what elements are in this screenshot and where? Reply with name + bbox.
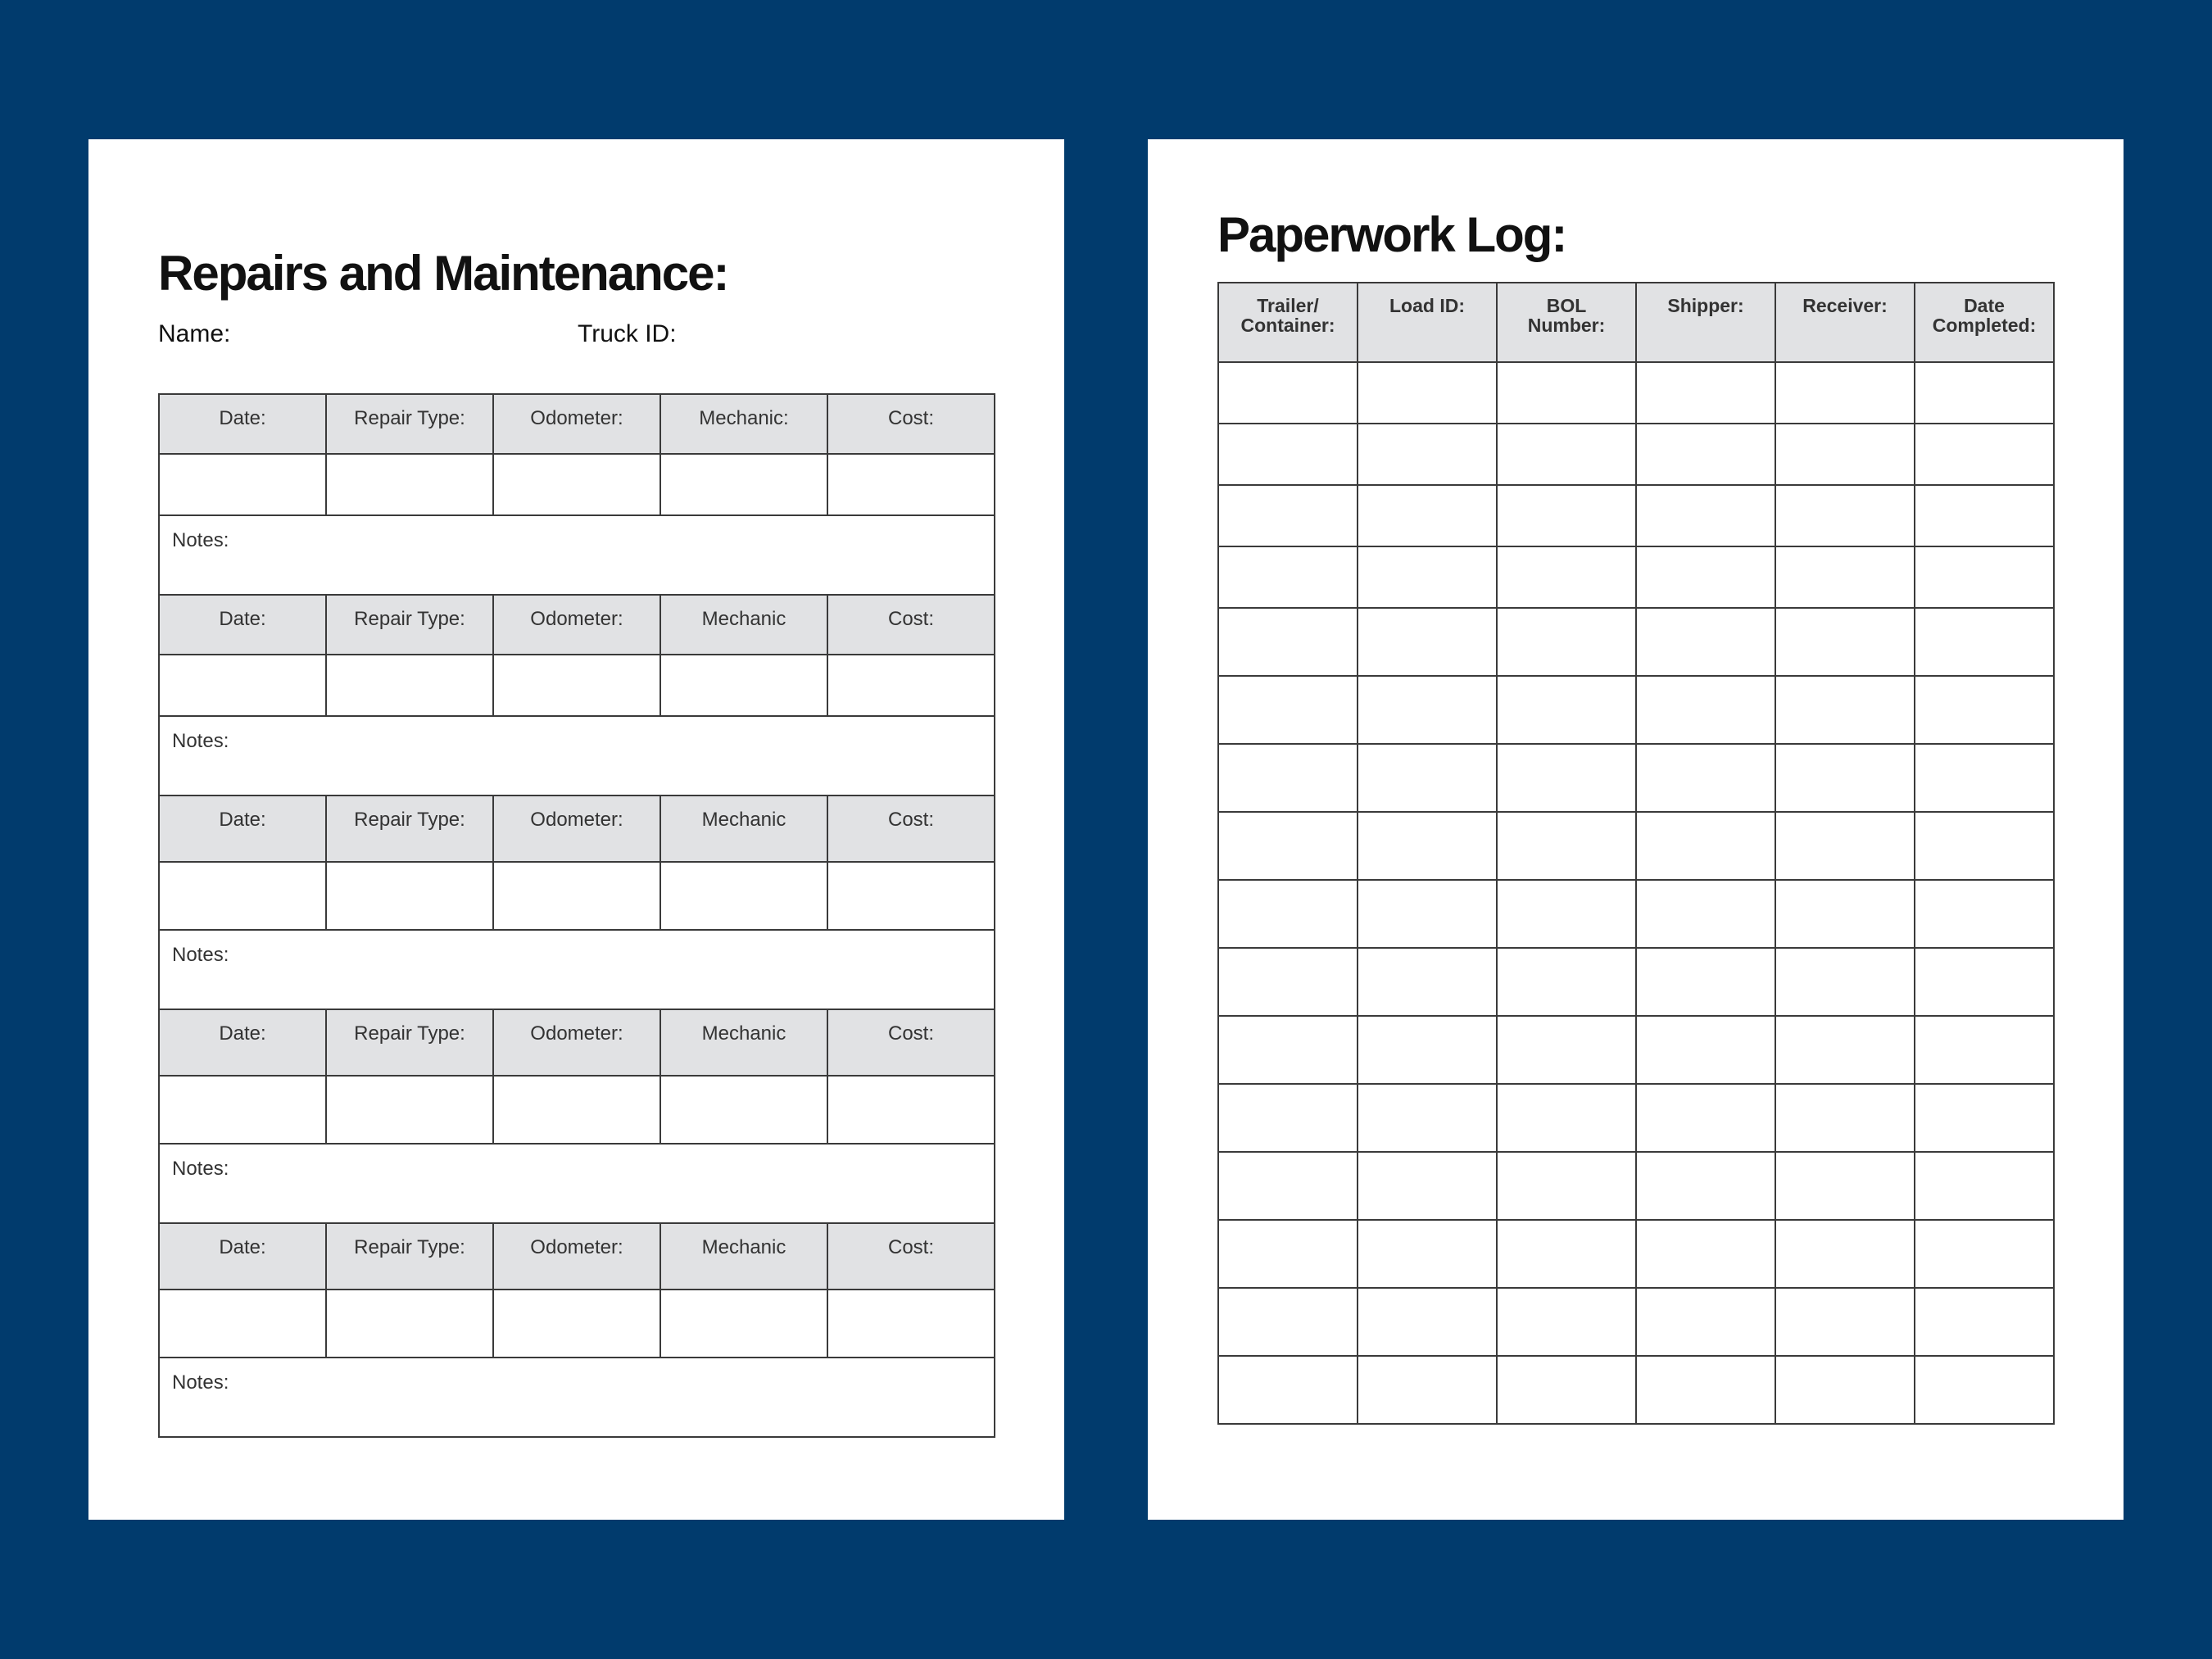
paperwork-cell[interactable]: [1775, 1152, 1915, 1220]
repair-entry-cell[interactable]: [660, 1290, 827, 1358]
paperwork-cell[interactable]: [1497, 676, 1636, 744]
repair-entry-row: [159, 454, 995, 515]
paperwork-row: [1218, 880, 2054, 948]
paperwork-cell[interactable]: [1915, 948, 2054, 1016]
repair-entry-cell[interactable]: [159, 655, 326, 716]
paperwork-cell[interactable]: [1775, 485, 1915, 546]
repair-notes-cell[interactable]: Notes:: [159, 1358, 995, 1437]
paperwork-cell[interactable]: [1497, 744, 1636, 812]
paperwork-table: [1217, 282, 2055, 1425]
paperwork-cell[interactable]: [1636, 1152, 1775, 1220]
paperwork-cell[interactable]: [1497, 948, 1636, 1016]
paperwork-cell[interactable]: [1497, 1016, 1636, 1084]
repair-entry-cell[interactable]: [493, 454, 660, 515]
repair-entry-cell[interactable]: [660, 655, 827, 716]
paperwork-row: [1218, 424, 2054, 485]
paperwork-header-cell: [1775, 283, 1915, 362]
paperwork-cell[interactable]: [1218, 1016, 1358, 1084]
repairs-table: [158, 393, 995, 1438]
repair-notes-cell[interactable]: Notes:: [159, 515, 995, 595]
paperwork-cell[interactable]: [1358, 485, 1497, 546]
paperwork-title: Paperwork Log:: [1217, 207, 1566, 262]
paperwork-cell[interactable]: [1497, 1220, 1636, 1288]
paperwork-cell[interactable]: [1775, 812, 1915, 880]
paperwork-row: [1218, 1084, 2054, 1152]
paperwork-cell[interactable]: [1358, 812, 1497, 880]
repair-entry-row: [159, 1290, 995, 1358]
paperwork-cell[interactable]: [1636, 546, 1775, 608]
repair-header-row: [159, 394, 995, 454]
repair-entry-row: [159, 862, 995, 930]
paperwork-row: [1218, 1220, 2054, 1288]
repair-entry-cell[interactable]: [326, 655, 493, 716]
repair-header-cell: Cost:: [827, 796, 995, 862]
repair-header-cell: Repair Type:: [326, 595, 493, 655]
paperwork-cell[interactable]: [1775, 608, 1915, 676]
paperwork-header-cell: [1636, 283, 1775, 362]
repair-entry-cell[interactable]: [159, 1076, 326, 1144]
paperwork-row: [1218, 948, 2054, 1016]
paperwork-row: [1218, 1152, 2054, 1220]
paperwork-cell[interactable]: [1775, 546, 1915, 608]
paperwork-cell[interactable]: [1358, 1084, 1497, 1152]
repair-header-cell: Repair Type:: [326, 1009, 493, 1076]
repair-entry-cell[interactable]: [493, 862, 660, 930]
paperwork-cell[interactable]: [1358, 1288, 1497, 1356]
repair-header-row: [159, 1009, 995, 1076]
repair-entry-cell[interactable]: [827, 862, 995, 930]
paperwork-cell[interactable]: [1775, 424, 1915, 485]
paperwork-cell[interactable]: [1497, 546, 1636, 608]
repair-entry-cell[interactable]: [827, 655, 995, 716]
paperwork-row: [1218, 1288, 2054, 1356]
repair-header-row: [159, 796, 995, 862]
paperwork-cell[interactable]: [1915, 744, 2054, 812]
paperwork-cell[interactable]: [1218, 1220, 1358, 1288]
paperwork-cell[interactable]: [1497, 1356, 1636, 1424]
paperwork-cell[interactable]: [1358, 948, 1497, 1016]
paperwork-cell[interactable]: [1775, 948, 1915, 1016]
paperwork-cell[interactable]: [1497, 1084, 1636, 1152]
paperwork-cell[interactable]: [1358, 744, 1497, 812]
paperwork-cell[interactable]: [1915, 608, 2054, 676]
paperwork-cell[interactable]: [1636, 1356, 1775, 1424]
repair-entry-cell[interactable]: [159, 1290, 326, 1358]
paperwork-cell[interactable]: [1358, 880, 1497, 948]
paperwork-page: [1148, 139, 2124, 1520]
paperwork-header-text: Shipper:: [1667, 295, 1744, 316]
paperwork-cell[interactable]: [1915, 880, 2054, 948]
paperwork-cell[interactable]: [1636, 812, 1775, 880]
repair-notes-cell[interactable]: Notes:: [159, 1144, 995, 1223]
paperwork-cell[interactable]: [1636, 362, 1775, 424]
paperwork-row: [1218, 676, 2054, 744]
repair-header-cell: Mechanic: [660, 796, 827, 862]
paperwork-cell[interactable]: [1775, 1288, 1915, 1356]
repair-header-cell: Repair Type:: [326, 796, 493, 862]
repair-header-cell: Odometer:: [493, 796, 660, 862]
paperwork-cell[interactable]: [1218, 608, 1358, 676]
repair-header-cell: Odometer:: [493, 595, 660, 655]
paperwork-header-text: Completed:: [1932, 315, 2037, 336]
repair-header-cell: Date:: [159, 394, 326, 454]
paperwork-cell[interactable]: [1915, 676, 2054, 744]
repairs-page: [88, 139, 1064, 1520]
paperwork-cell[interactable]: [1915, 1152, 2054, 1220]
repair-entry-cell[interactable]: [827, 1076, 995, 1144]
paperwork-header-cell: [1358, 283, 1497, 362]
paperwork-cell[interactable]: [1775, 362, 1915, 424]
paperwork-cell[interactable]: [1358, 546, 1497, 608]
name-label: Name:: [158, 320, 231, 347]
paperwork-cell[interactable]: [1218, 880, 1358, 948]
repair-entry-cell[interactable]: [326, 1076, 493, 1144]
paperwork-cell[interactable]: [1218, 362, 1358, 424]
paperwork-cell[interactable]: [1218, 676, 1358, 744]
repair-notes-row: [159, 930, 995, 1009]
paperwork-cell[interactable]: [1358, 1152, 1497, 1220]
paperwork-cell[interactable]: [1218, 424, 1358, 485]
paperwork-cell[interactable]: [1775, 1356, 1915, 1424]
repair-header-row: [159, 595, 995, 655]
paperwork-cell[interactable]: [1497, 1152, 1636, 1220]
paperwork-header-row: [1218, 283, 2054, 362]
repair-notes-row: [159, 1358, 995, 1437]
repair-notes-cell[interactable]: Notes:: [159, 930, 995, 1009]
repair-header-cell: Mechanic: [660, 595, 827, 655]
paperwork-cell[interactable]: [1497, 362, 1636, 424]
paperwork-cell[interactable]: [1775, 1084, 1915, 1152]
repair-header-cell: Cost:: [827, 1009, 995, 1076]
paperwork-cell[interactable]: [1218, 744, 1358, 812]
repair-entry-cell[interactable]: [493, 655, 660, 716]
repair-notes-cell[interactable]: Notes:: [159, 716, 995, 796]
repairs-title: Repairs and Maintenance:: [158, 246, 728, 301]
paperwork-header-text: Date: [1964, 295, 2005, 316]
paperwork-cell[interactable]: [1636, 424, 1775, 485]
paperwork-header-cell: [1218, 283, 1358, 362]
paperwork-cell[interactable]: [1358, 676, 1497, 744]
repair-header-cell: Odometer:: [493, 1009, 660, 1076]
paperwork-row: [1218, 362, 2054, 424]
repair-header-cell: Cost:: [827, 595, 995, 655]
paperwork-cell[interactable]: [1218, 812, 1358, 880]
paperwork-cell[interactable]: [1358, 424, 1497, 485]
repair-notes-row: [159, 716, 995, 796]
paperwork-row: [1218, 546, 2054, 608]
repair-header-row: [159, 1223, 995, 1290]
repair-header-cell: Odometer:: [493, 1223, 660, 1290]
paperwork-cell[interactable]: [1636, 744, 1775, 812]
paperwork-row: [1218, 485, 2054, 546]
paperwork-cell[interactable]: [1358, 1016, 1497, 1084]
paperwork-cell[interactable]: [1218, 1356, 1358, 1424]
truck-id-label: Truck ID:: [578, 320, 677, 347]
repair-entry-cell[interactable]: [827, 1290, 995, 1358]
paperwork-cell[interactable]: [1358, 608, 1497, 676]
paperwork-cell[interactable]: [1636, 1220, 1775, 1288]
paperwork-row: [1218, 812, 2054, 880]
paperwork-cell[interactable]: [1497, 608, 1636, 676]
repair-header-cell: Mechanic:: [660, 394, 827, 454]
paperwork-cell[interactable]: [1636, 676, 1775, 744]
repair-entry-cell[interactable]: [326, 1290, 493, 1358]
paperwork-cell[interactable]: [1915, 1356, 2054, 1424]
paperwork-cell[interactable]: [1497, 424, 1636, 485]
paperwork-cell[interactable]: [1218, 1152, 1358, 1220]
repair-notes-row: [159, 515, 995, 595]
paperwork-cell[interactable]: [1915, 485, 2054, 546]
repair-header-cell: Mechanic: [660, 1009, 827, 1076]
repair-entry-row: [159, 655, 995, 716]
repair-entry-cell[interactable]: [326, 454, 493, 515]
paperwork-cell[interactable]: [1636, 1084, 1775, 1152]
paperwork-cell[interactable]: [1915, 362, 2054, 424]
paperwork-cell[interactable]: [1636, 948, 1775, 1016]
repair-header-cell: Mechanic: [660, 1223, 827, 1290]
paperwork-row: [1218, 744, 2054, 812]
paperwork-cell[interactable]: [1915, 1288, 2054, 1356]
paperwork-header-text: Load ID:: [1389, 295, 1465, 316]
repair-header-cell: Date:: [159, 796, 326, 862]
paperwork-cell[interactable]: [1915, 1220, 2054, 1288]
paperwork-header-text: Receiver:: [1802, 295, 1888, 316]
repair-header-cell: Date:: [159, 1009, 326, 1076]
paperwork-cell[interactable]: [1636, 880, 1775, 948]
paperwork-cell[interactable]: [1358, 1356, 1497, 1424]
repair-entry-cell[interactable]: [326, 862, 493, 930]
paperwork-row: [1218, 608, 2054, 676]
paperwork-cell[interactable]: [1218, 948, 1358, 1016]
paperwork-cell[interactable]: [1218, 485, 1358, 546]
paperwork-cell[interactable]: [1358, 1220, 1497, 1288]
paperwork-cell[interactable]: [1218, 1084, 1358, 1152]
paperwork-header-cell: [1915, 283, 2054, 362]
paperwork-header-text: BOL: [1546, 295, 1587, 316]
paperwork-cell[interactable]: [1775, 880, 1915, 948]
paperwork-cell[interactable]: [1775, 1220, 1915, 1288]
paperwork-cell[interactable]: [1775, 744, 1915, 812]
paperwork-row: [1218, 1356, 2054, 1424]
paperwork-cell[interactable]: [1497, 1288, 1636, 1356]
repair-header-cell: Cost:: [827, 394, 995, 454]
repair-entry-cell[interactable]: [660, 454, 827, 515]
paperwork-cell[interactable]: [1915, 546, 2054, 608]
repair-header-cell: Repair Type:: [326, 394, 493, 454]
paperwork-cell[interactable]: [1636, 1288, 1775, 1356]
repair-header-cell: Date:: [159, 595, 326, 655]
repair-entry-cell[interactable]: [493, 1076, 660, 1144]
paperwork-header-text: Trailer/: [1257, 295, 1319, 316]
paperwork-row: [1218, 1016, 2054, 1084]
paperwork-cell[interactable]: [1636, 608, 1775, 676]
paperwork-cell[interactable]: [1915, 424, 2054, 485]
paperwork-header-cell: [1497, 283, 1636, 362]
paperwork-cell[interactable]: [1497, 812, 1636, 880]
paperwork-cell[interactable]: [1358, 362, 1497, 424]
paperwork-header-text: Number:: [1527, 315, 1606, 336]
paperwork-cell[interactable]: [1636, 1016, 1775, 1084]
repair-header-cell: Cost:: [827, 1223, 995, 1290]
paperwork-cell[interactable]: [1636, 485, 1775, 546]
repair-entry-cell[interactable]: [159, 862, 326, 930]
paperwork-cell[interactable]: [1218, 546, 1358, 608]
paperwork-cell[interactable]: [1497, 485, 1636, 546]
repair-entry-cell[interactable]: [493, 1290, 660, 1358]
repair-entry-row: [159, 1076, 995, 1144]
paperwork-cell[interactable]: [1915, 1084, 2054, 1152]
paperwork-cell[interactable]: [1915, 812, 2054, 880]
repair-header-cell: Odometer:: [493, 394, 660, 454]
repair-entry-cell[interactable]: [159, 454, 326, 515]
paperwork-cell[interactable]: [1775, 676, 1915, 744]
repair-notes-row: [159, 1144, 995, 1223]
paperwork-header-text: Container:: [1240, 315, 1335, 336]
paperwork-cell[interactable]: [1497, 880, 1636, 948]
repair-header-cell: Repair Type:: [326, 1223, 493, 1290]
repair-header-cell: Date:: [159, 1223, 326, 1290]
paperwork-cell[interactable]: [1775, 1016, 1915, 1084]
repair-entry-cell[interactable]: [827, 454, 995, 515]
repair-entry-cell[interactable]: [660, 862, 827, 930]
repair-entry-cell[interactable]: [660, 1076, 827, 1144]
paperwork-cell[interactable]: [1218, 1288, 1358, 1356]
paperwork-cell[interactable]: [1915, 1016, 2054, 1084]
